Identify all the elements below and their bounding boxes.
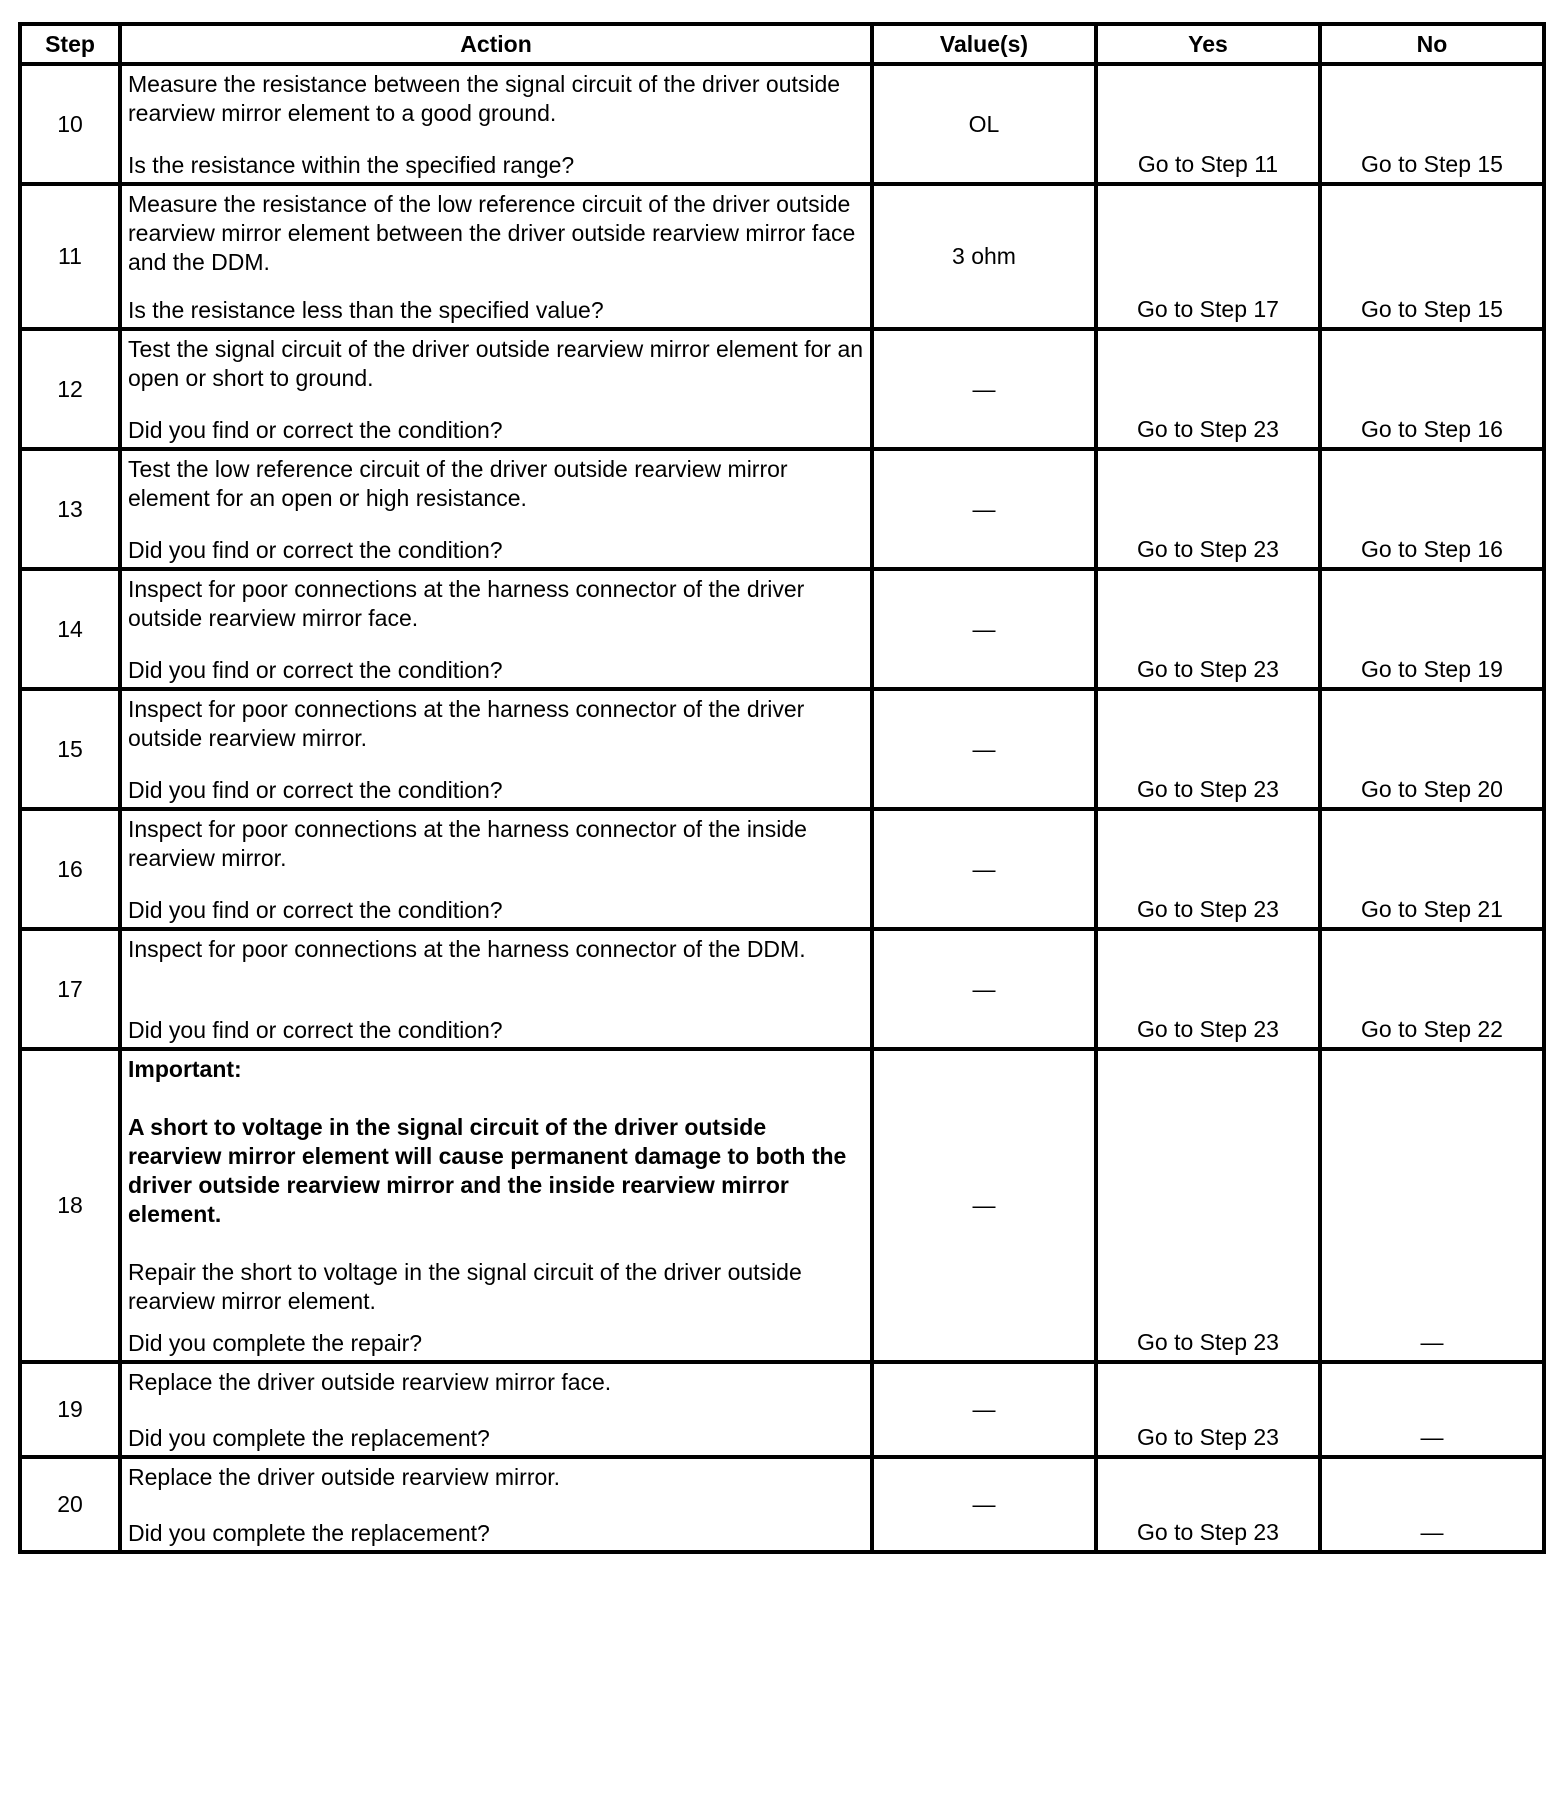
action-question: Did you complete the replacement?	[128, 1520, 490, 1546]
yes-cell: Go to Step 23	[1096, 449, 1320, 569]
no-cell: Go to Step 22	[1320, 929, 1544, 1049]
table-row	[20, 569, 1544, 689]
header-no: No	[1320, 24, 1544, 64]
value-cell: —	[872, 929, 1096, 1049]
yes-cell: Go to Step 23	[1096, 929, 1320, 1049]
action-cell	[120, 1049, 872, 1362]
action-cell	[120, 569, 872, 689]
value-cell: OL	[872, 64, 1096, 184]
yes-cell: Go to Step 23	[1096, 809, 1320, 929]
action-question: Is the resistance within the specified range?	[128, 152, 575, 178]
step-number: 16	[20, 809, 120, 929]
action-text: Replace the driver outside rearview mirror.	[128, 1464, 561, 1490]
action-question: Did you find or correct the condition?	[128, 657, 503, 683]
step-number: 11	[20, 184, 120, 329]
yes-cell: Go to Step 23	[1096, 569, 1320, 689]
no-cell: Go to Step 20	[1320, 689, 1544, 809]
action-question: Did you find or correct the condition?	[128, 537, 503, 563]
action-text: Test the signal circuit of the driver outside rearview mirror element for an open or short to ground.	[128, 336, 864, 391]
step-number: 15	[20, 689, 120, 809]
action-cell	[120, 1362, 872, 1457]
value-cell: —	[872, 569, 1096, 689]
no-cell: Go to Step 15	[1320, 64, 1544, 184]
action-text: Inspect for poor connections at the harness connector of the driver outside rearview mirror face.	[128, 576, 805, 631]
action-text: Inspect for poor connections at the harness connector of the driver outside rearview mirror.	[128, 696, 805, 751]
action-cell	[120, 1457, 872, 1552]
table-row	[20, 1362, 1544, 1457]
action-question: Is the resistance less than the specified value?	[128, 297, 604, 323]
action-cell	[120, 929, 872, 1049]
yes-cell: Go to Step 23	[1096, 1457, 1320, 1552]
table-row	[20, 1049, 1544, 1362]
no-cell: Go to Step 15	[1320, 184, 1544, 329]
no-cell: —	[1320, 1362, 1544, 1457]
action-cell	[120, 184, 872, 329]
action-question: Did you find or correct the condition?	[128, 1017, 503, 1043]
yes-cell: Go to Step 23	[1096, 689, 1320, 809]
no-cell: Go to Step 16	[1320, 329, 1544, 449]
table-row	[20, 329, 1544, 449]
value-cell: —	[872, 1457, 1096, 1552]
yes-cell: Go to Step 17	[1096, 184, 1320, 329]
yes-cell: Go to Step 23	[1096, 1049, 1320, 1362]
header-row	[20, 24, 1544, 64]
action-text: Inspect for poor connections at the harness connector of the DDM.	[128, 936, 806, 962]
action-text: Test the low reference circuit of the driver outside rearview mirror element for an open or high resistance.	[128, 456, 788, 511]
table-row	[20, 449, 1544, 569]
table-row	[20, 809, 1544, 929]
no-cell: Go to Step 21	[1320, 809, 1544, 929]
header-yes: Yes	[1096, 24, 1320, 64]
action-cell	[120, 809, 872, 929]
header-values: Value(s)	[872, 24, 1096, 64]
value-cell: —	[872, 449, 1096, 569]
action-text: Repair the short to voltage in the signal circuit of the driver outside rearview mirror element.	[128, 1259, 802, 1314]
step-number: 17	[20, 929, 120, 1049]
header-step: Step	[20, 24, 120, 64]
no-cell: —	[1320, 1457, 1544, 1552]
action-cell	[120, 689, 872, 809]
yes-cell: Go to Step 11	[1096, 64, 1320, 184]
table-row	[20, 929, 1544, 1049]
step-number: 13	[20, 449, 120, 569]
step-number: 18	[20, 1049, 120, 1362]
action-question: Did you find or correct the condition?	[128, 897, 503, 923]
action-text: Measure the resistance of the low reference circuit of the driver outside rearview mirror element between the driver outside rearview mirror face and the DDM.	[128, 191, 856, 275]
action-question: Did you find or correct the condition?	[128, 417, 503, 443]
header-action: Action	[120, 24, 872, 64]
action-text: Measure the resistance between the signal circuit of the driver outside rearview mirror element to a good ground.	[128, 71, 841, 126]
action-text: Inspect for poor connections at the harness connector of the inside rearview mirror.	[128, 816, 807, 871]
value-cell: —	[872, 809, 1096, 929]
no-cell: —	[1320, 1049, 1544, 1362]
important-note: A short to voltage in the signal circuit of the driver outside rearview mirror element will cause permanent damage to both the driver outside rearview mirror and the inside rearview mirror element.	[128, 1114, 847, 1227]
diagnostic-table	[18, 22, 1546, 1554]
no-cell: Go to Step 16	[1320, 449, 1544, 569]
action-text: Replace the driver outside rearview mirror face.	[128, 1369, 612, 1395]
value-cell: 3 ohm	[872, 184, 1096, 329]
action-question: Did you complete the replacement?	[128, 1425, 490, 1451]
no-cell: Go to Step 19	[1320, 569, 1544, 689]
step-number: 10	[20, 64, 120, 184]
yes-cell: Go to Step 23	[1096, 1362, 1320, 1457]
table-row	[20, 1457, 1544, 1552]
table-row	[20, 689, 1544, 809]
yes-cell: Go to Step 23	[1096, 329, 1320, 449]
action-question: Did you find or correct the condition?	[128, 777, 503, 803]
value-cell: —	[872, 329, 1096, 449]
action-cell	[120, 329, 872, 449]
step-number: 14	[20, 569, 120, 689]
important-note: Important:	[128, 1056, 242, 1082]
action-cell	[120, 449, 872, 569]
step-number: 20	[20, 1457, 120, 1552]
step-number: 19	[20, 1362, 120, 1457]
table-row	[20, 64, 1544, 184]
action-cell	[120, 64, 872, 184]
table-row	[20, 184, 1544, 329]
step-number: 12	[20, 329, 120, 449]
value-cell: —	[872, 689, 1096, 809]
action-question: Did you complete the repair?	[128, 1330, 423, 1356]
value-cell: —	[872, 1049, 1096, 1362]
value-cell: —	[872, 1362, 1096, 1457]
